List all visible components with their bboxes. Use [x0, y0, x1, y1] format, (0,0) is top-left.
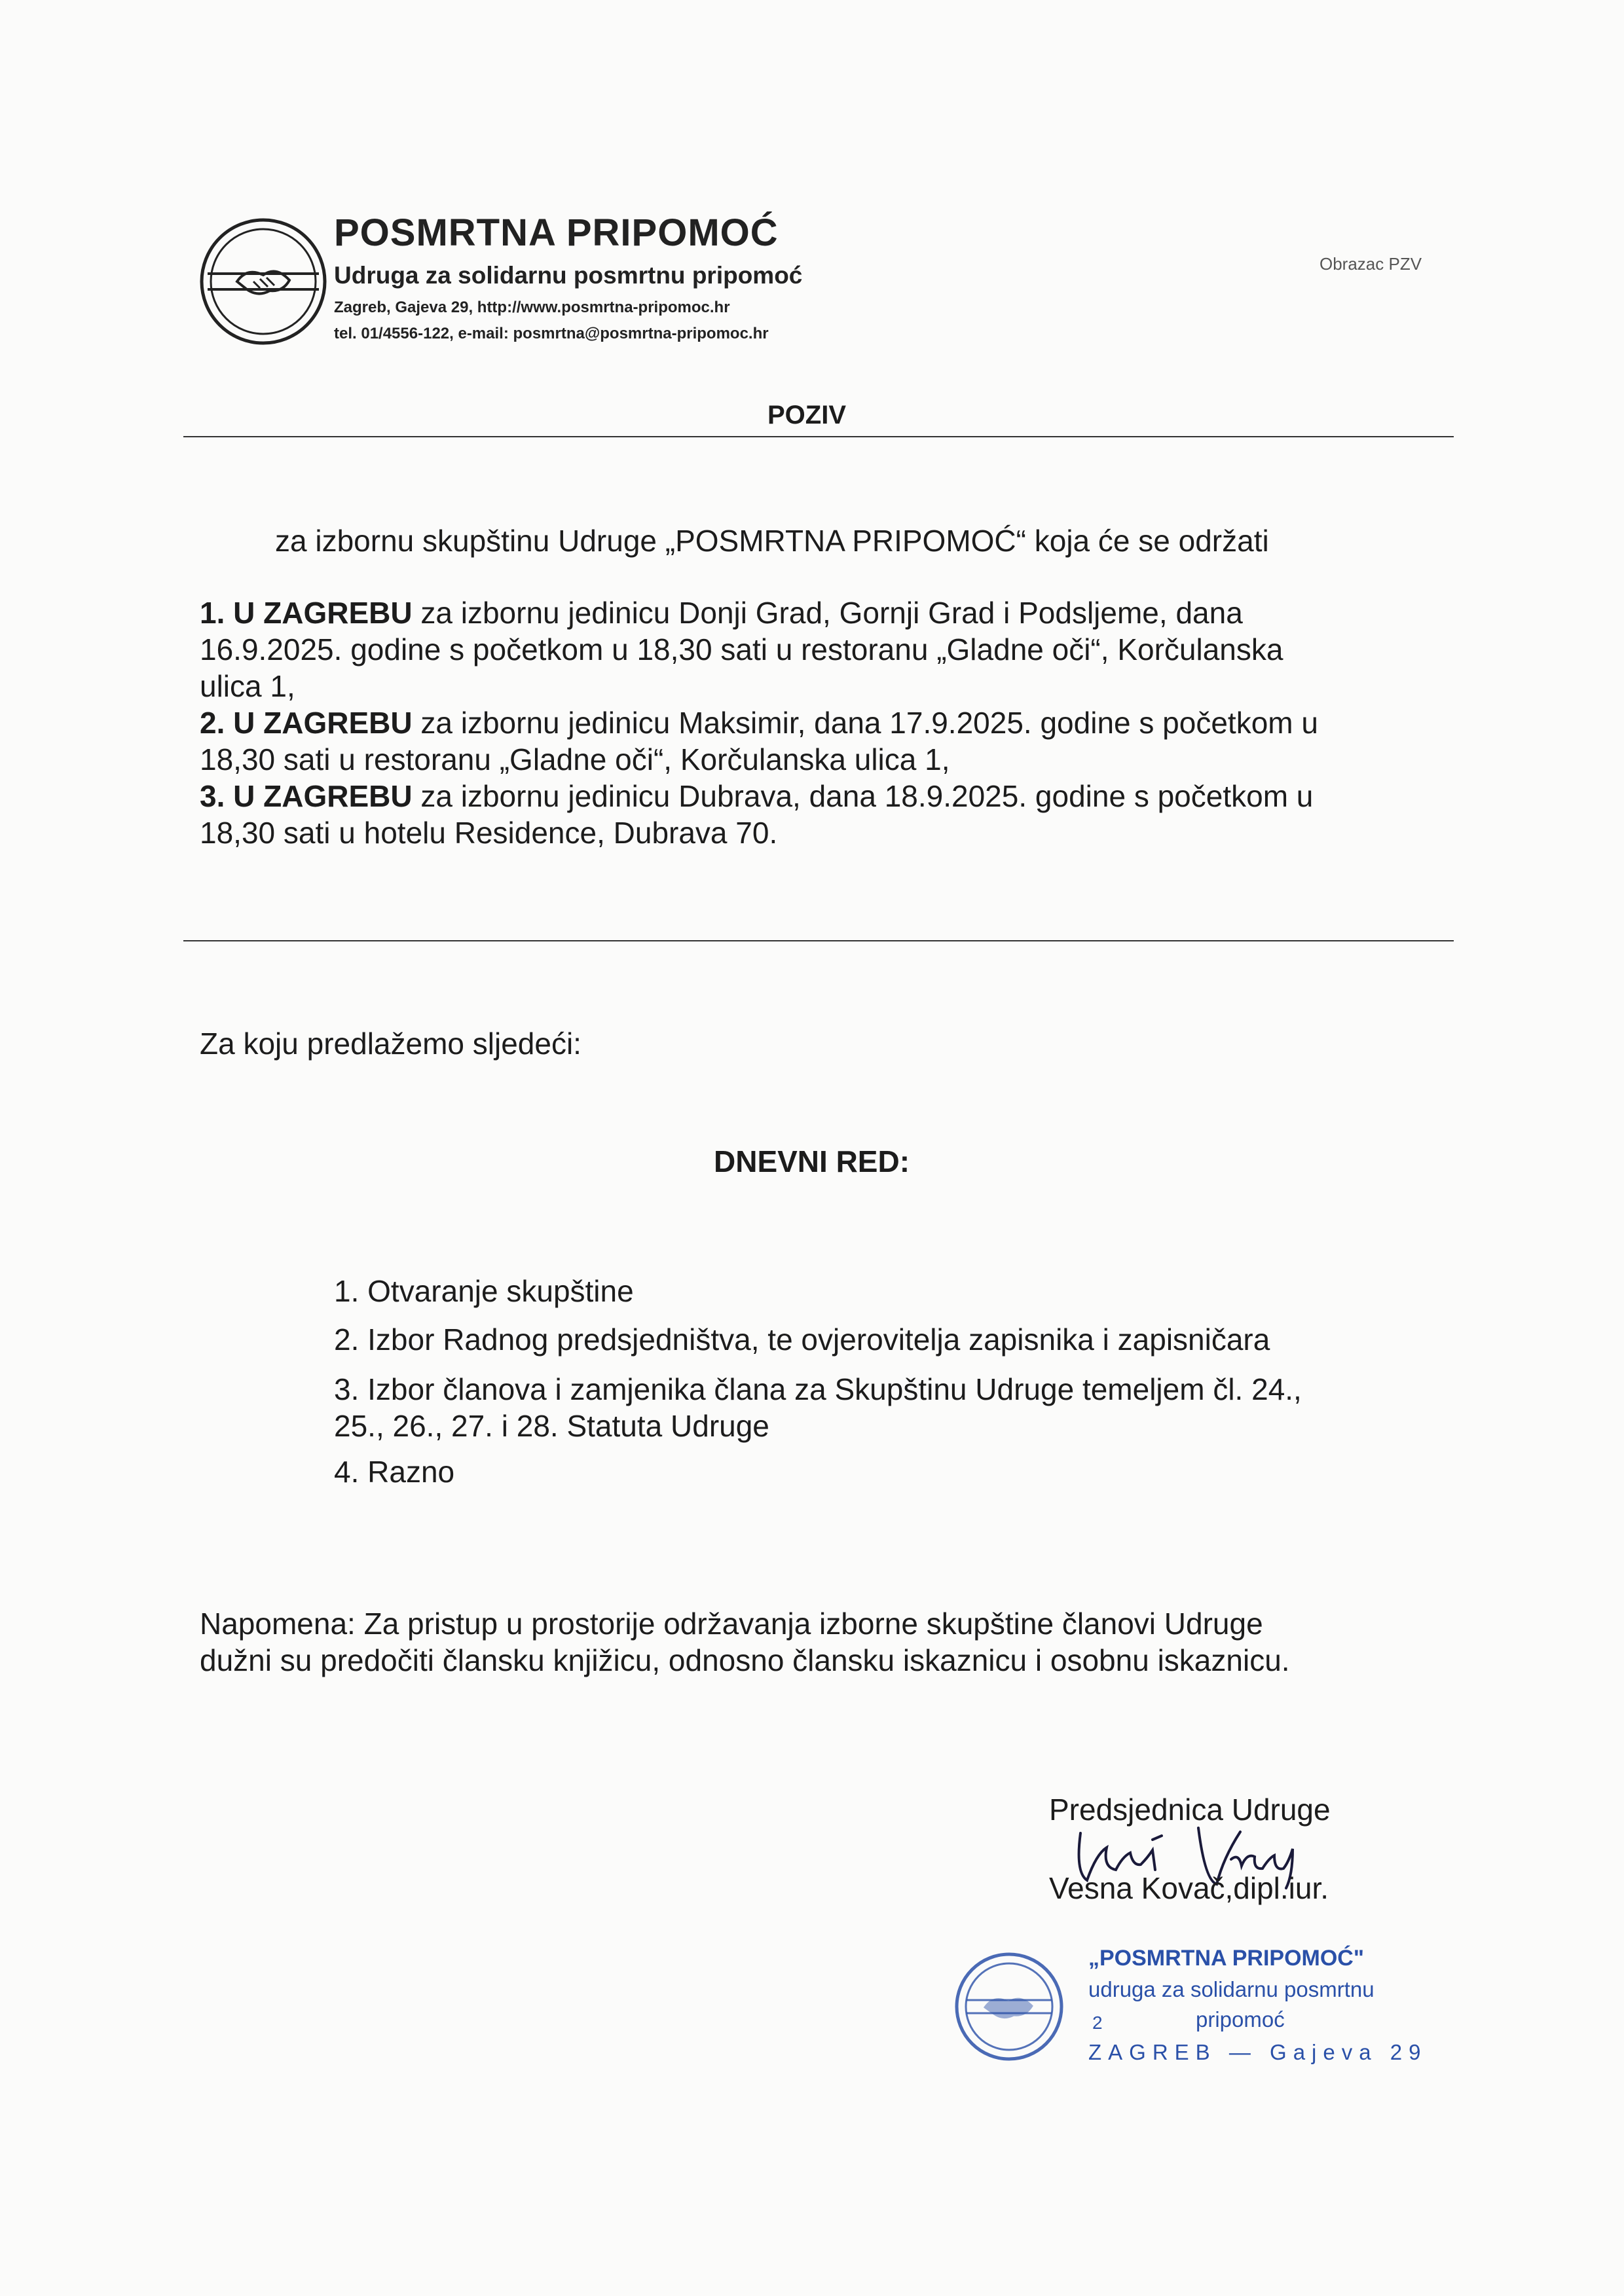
- agenda-item: [334, 1321, 1270, 1358]
- agenda-item-text: 2. Izbor Radnog predsjedništva, te ovjerovitelja zapisnika i zapisničara: [334, 1322, 1270, 1357]
- org-name: POSMRTNA PRIPOMOĆ: [334, 211, 779, 254]
- intro-text: za izbornu skupštinu Udruge „POSMRTNA PRIPOMOĆ“ koja će se održati: [275, 524, 1269, 558]
- stamp-number: 2: [1092, 2013, 1103, 2033]
- agenda-item: [334, 1453, 454, 1490]
- meeting-item-label: 2. U ZAGREBU: [200, 706, 413, 740]
- note: [200, 1605, 1290, 1679]
- meeting-item: [200, 594, 1283, 704]
- agenda-item-text: 1. Otvaranje skupštine: [334, 1274, 634, 1308]
- signatory-name: Vesna Kovač,dipl.iur.: [1049, 1871, 1329, 1905]
- meeting-item-text: 18,30 sati u restoranu „Gladne oči“, Korčulanska ulica 1,: [200, 742, 950, 776]
- stamp-org-subtitle: udruga za solidarnu posmrtnu: [1088, 1977, 1375, 2001]
- meeting-item-text: za izbornu jedinicu Maksimir, dana 17.9.2025. godine s početkom u: [412, 706, 1318, 740]
- handshake-icon: [953, 1951, 1065, 2062]
- agenda-item: [334, 1371, 1302, 1444]
- form-code: Obrazac PZV: [1320, 254, 1422, 274]
- org-address: Zagreb, Gajeva 29, http://www.posmrtna-pripomoc.hr: [334, 299, 730, 316]
- org-contact: tel. 01/4556-122, e-mail: posmrtna@posmrtna-pripomoc.hr: [334, 325, 769, 342]
- meeting-item: [200, 704, 1318, 778]
- document-title: POZIV: [767, 401, 847, 429]
- divider: [183, 940, 1454, 941]
- stamp-address: ZAGREB — Gajeva 29: [1088, 2040, 1428, 2064]
- meeting-item-text: ulica 1,: [200, 669, 295, 703]
- org-subtitle: Udruga za solidarnu posmrtnu pripomoć: [334, 262, 803, 289]
- meeting-item-label: 1. U ZAGREBU: [200, 596, 413, 630]
- signatory-role: Predsjednica Udruge: [1049, 1793, 1331, 1827]
- meeting-item-text: za izbornu jedinicu Donji Grad, Gornji Grad i Podsljeme, dana: [412, 596, 1243, 630]
- stamp-org-subtitle-cont: pripomoć: [1196, 2007, 1285, 2032]
- agenda-item: [334, 1273, 634, 1309]
- agenda-item-text: 3. Izbor članova i zamjenika člana za Skupštinu Udruge temeljem čl. 24.,: [334, 1372, 1302, 1406]
- handshake-icon: [198, 216, 329, 347]
- agenda-item-text: 4. Razno: [334, 1455, 455, 1489]
- meeting-item-text: 18,30 sati u hotelu Residence, Dubrava 70.: [200, 816, 778, 850]
- meeting-item-text: 16.9.2025. godine s početkom u 18,30 sati u restoranu „Gladne oči“, Korčulanska: [200, 632, 1283, 666]
- agenda-item-text: 25., 26., 27. i 28. Statuta Udruge: [334, 1409, 769, 1443]
- divider: [183, 436, 1454, 437]
- meeting-item: [200, 778, 1313, 851]
- note-line: dužni su predočiti člansku knjižicu, odnosno člansku iskaznicu i osobnu iskaznicu.: [200, 1643, 1290, 1677]
- meeting-item-label: 3. U ZAGREBU: [200, 779, 413, 813]
- propose-text: Za koju predlažemo sljedeći:: [200, 1027, 581, 1061]
- agenda-title: DNEVNI RED:: [714, 1144, 910, 1178]
- note-line: Napomena: Za pristup u prostorije održavanja izborne skupštine članovi Udruge: [200, 1607, 1263, 1641]
- stamp-org-name: „POSMRTNA PRIPOMOĆ": [1088, 1946, 1364, 1971]
- meeting-item-text: za izbornu jedinicu Dubrava, dana 18.9.2025. godine s početkom u: [412, 779, 1314, 813]
